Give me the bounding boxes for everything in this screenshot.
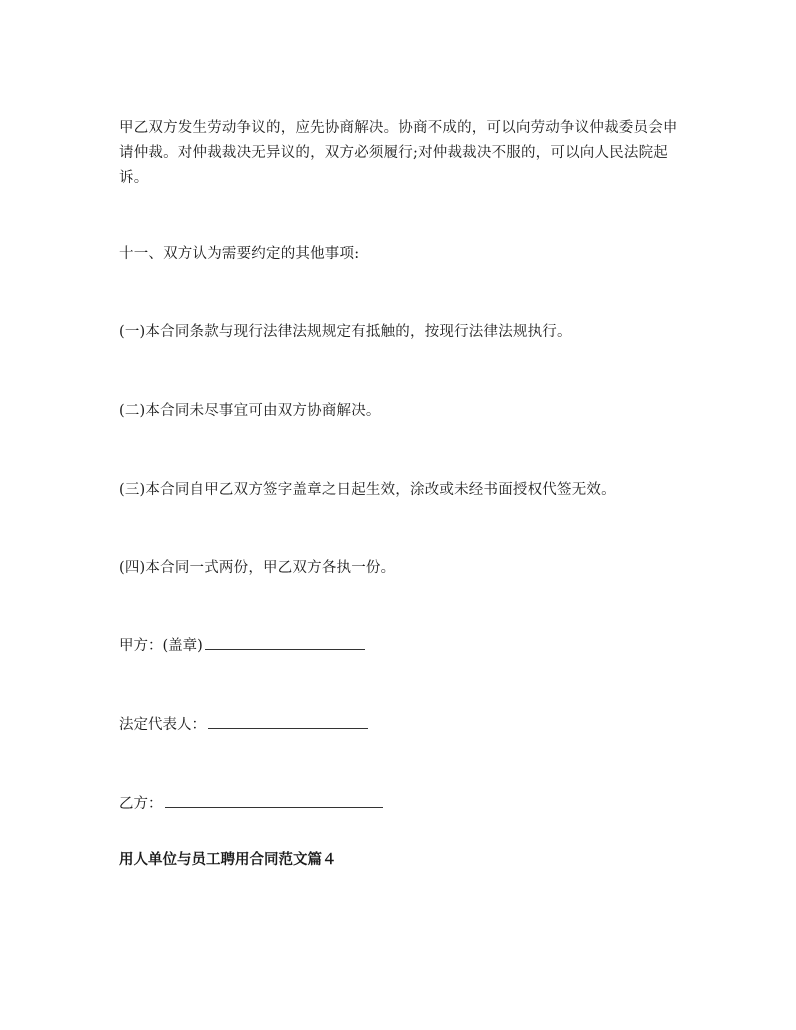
party-a-blank[interactable] (205, 635, 365, 650)
legal-rep-blank[interactable] (208, 714, 368, 729)
party-a-label: 甲方：(盖章) (119, 638, 203, 654)
clause-item-4: (四)本合同一式两份，甲乙双方各执一份。 (119, 560, 396, 576)
legal-rep-label: 法定代表人： (119, 717, 206, 733)
clause-item-3: (三)本合同自甲乙双方签字盖章之日起生效，涂改或未经书面授权代签无效。 (119, 482, 616, 498)
section-11-title: 十一、双方认为需要约定的其他事项: (119, 246, 360, 262)
party-b-signature-line (119, 792, 383, 817)
legal-representative-line (119, 713, 368, 738)
clause-item-2: (二)本合同未尽事宜可由双方协商解决。 (119, 403, 381, 419)
next-section-heading: 用人单位与员工聘用合同范文篇４ (119, 852, 337, 868)
paragraph-dispute-resolution: 甲乙双方发生劳动争议的，应先协商解决。协商不成的，可以向劳动争议仲裁委员会申请仲裁。对仲裁裁决无异议的，双方必须履行;对仲裁裁决不服的，可以向人民法院起诉。 (119, 120, 678, 186)
clause-item-1: (一)本合同条款与现行法律法规规定有抵触的，按现行法律法规执行。 (119, 324, 572, 340)
party-a-signature-line (119, 634, 365, 659)
party-b-label: 乙方： (119, 796, 163, 812)
party-b-blank[interactable] (165, 793, 383, 808)
